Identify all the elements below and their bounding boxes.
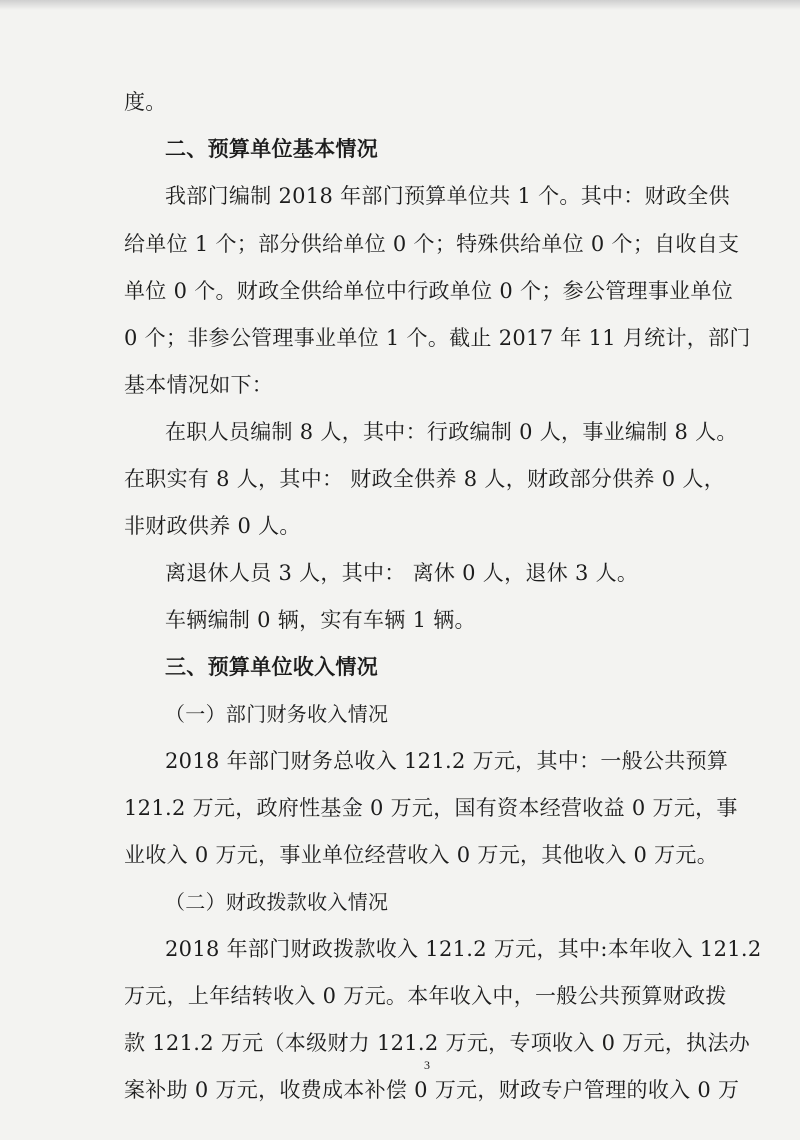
paragraph-line: 在职实有 8 人，其中： 财政全供养 8 人，财政部分供养 0 人， (124, 467, 726, 491)
paragraph-line: 2018 年部门财政拨款收入 121.2 万元，其中:本年收入 121.2 (165, 937, 762, 961)
paragraph-line: 基本情况如下： (124, 373, 274, 397)
subsection-heading: （一）部门财务收入情况 (165, 702, 389, 726)
subsection-heading: （二）财政拨款收入情况 (165, 890, 389, 914)
paragraph-line: 案补助 0 万元，收费成本补偿 0 万元，财政专户管理的收入 0 万 (124, 1078, 740, 1102)
paragraph-line: 在职人员编制 8 人，其中：行政编制 0 人，事业编制 8 人。 (165, 420, 738, 444)
scan-top-edge (0, 0, 800, 10)
paragraph-line: 万元，上年结转收入 0 万元。本年收入中，一般公共预算财政拨 (124, 984, 727, 1008)
paragraph-line: 我部门编制 2018 年部门预算单位共 1 个。其中：财政全供 (165, 184, 730, 208)
paragraph-line: 2018 年部门财务总收入 121.2 万元，其中：一般公共预算 (165, 749, 729, 773)
paragraph-line: 离退休人员 3 人，其中： 离休 0 人，退休 3 人。 (165, 561, 639, 585)
paragraph-line: 度。 (124, 90, 167, 114)
paragraph-line: 车辆编制 0 辆，实有车辆 1 辆。 (165, 608, 476, 632)
page-number: 3 (424, 1058, 430, 1072)
paragraph-line: 121.2 万元，政府性基金 0 万元，国有资本经营收益 0 万元，事 (124, 796, 738, 820)
paragraph-line: 非财政供养 0 人。 (124, 514, 301, 538)
paragraph-line: 款 121.2 万元（本级财力 121.2 万元，专项收入 0 万元，执法办 (124, 1031, 751, 1055)
section-heading: 三、预算单位收入情况 (165, 655, 378, 679)
paragraph-line: 给单位 1 个；部分供给单位 0 个；特殊供给单位 0 个；自收自支 (124, 232, 740, 256)
section-heading: 二、预算单位基本情况 (165, 137, 378, 161)
paragraph-line: 0 个；非参公管理事业单位 1 个。截止 2017 年 11 月统计，部门 (124, 326, 751, 350)
paragraph-line: 单位 0 个。财政全供给单位中行政单位 0 个；参公管理事业单位 (124, 279, 734, 303)
paragraph-line: 业收入 0 万元，事业单位经营收入 0 万元，其他收入 0 万元。 (124, 843, 719, 867)
